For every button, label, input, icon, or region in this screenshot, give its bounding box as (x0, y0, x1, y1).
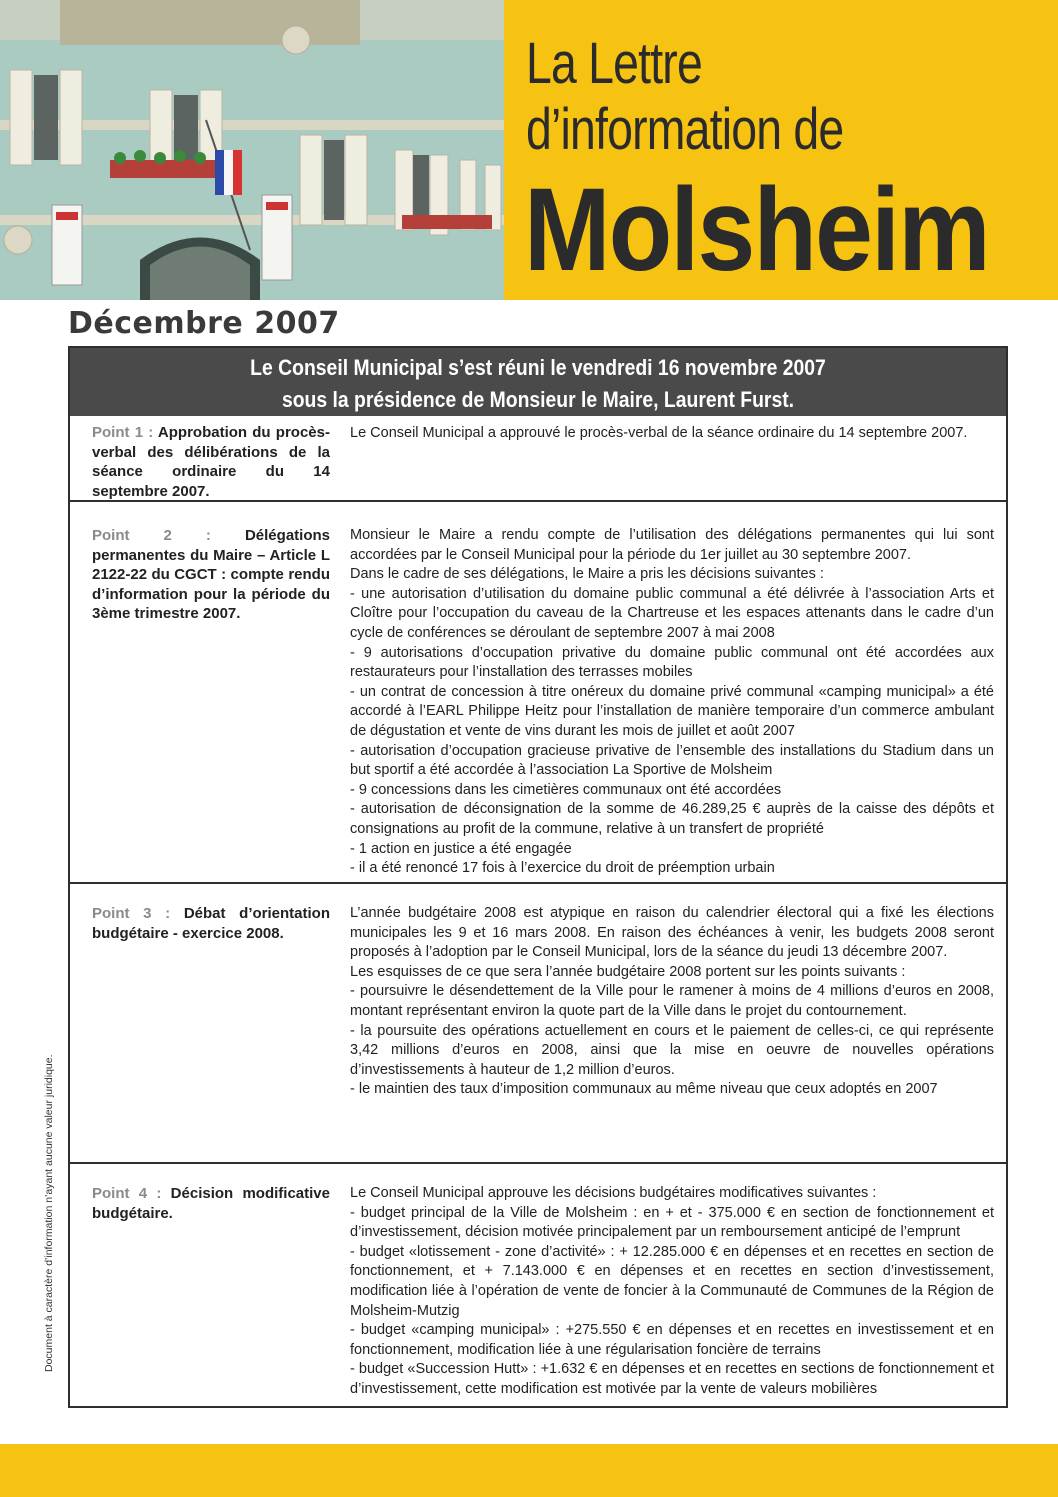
paragraph: Monsieur le Maire a rendu compte de l’utilisation des délégations permanentes qui lui sont accordées par le Conseil Municipal pour la période du 1er juillet au 30 septembre 2007. (350, 527, 994, 563)
paragraph: L’année budgétaire 2008 est atypique en raison du calendrier électoral qui a fixé les élections municipales les 9 et 16 mars 2008. En raison des échéances à venir, les budgets 2008 seront proposés à l’adoption par le Conseil Municipal, lors de la séance du jeudi 13 décembre 2007. (350, 905, 994, 961)
town-hall-photo (0, 0, 504, 300)
footer-band (0, 1444, 1058, 1497)
point-title: Délégations permanentes du Maire – Article L 2122-22 du CGCT : compte rendu d’information pour la période du 3ème trimestre 2007. (92, 527, 330, 622)
banner-line-2: sous la présidence de Monsieur le Maire, Laurent Furst. (281, 387, 795, 412)
paragraph: - 1 action en justice a été engagée (350, 840, 572, 857)
paragraph: - la poursuite des opérations actuellement en cours et le paiement de celles-ci, ce qui représente 3,42 millions d’euros en 2008, ainsi que la mise en oeuvre de nouvelles opérations d’investissements à hauteur de 1,2 million d’euros. (350, 1022, 994, 1078)
paragraph: - il a été renoncé 17 fois à l’exercice du droit de préemption urbain (350, 860, 775, 877)
point-title: Décision modificative budgétaire. (92, 1185, 330, 1222)
paragraph: - un contrat de concession à titre onéreux du domaine privé communal «camping municipal» a été accordé à l’EARL Philippe Heitz pour l’installation de manière temporaire d’un commerce ambulant de dégustation et vente de vins durant les mois de juillet et août 2007 (350, 683, 994, 739)
point-number: Point 4 : (92, 1185, 162, 1202)
banner-line-1: Le Conseil Municipal s’est réuni le vendredi 16 novembre 2007 (250, 355, 826, 380)
paragraph: Le Conseil Municipal a approuvé le procès-verbal de la séance ordinaire du 14 septembre 2007. (350, 425, 968, 441)
paragraph: - poursuivre le désendettement de la Ville pour le ramener à moins de 4 millions d’euros en 2008, montant représentant environ la quote part de la Ville dans le projet du contournement. (350, 983, 994, 1019)
title-line-1: La Lettre (526, 31, 702, 96)
table-row (70, 884, 1006, 1164)
legal-side-note: Document à caractère d’information n’ayant aucune valeur juridique. (43, 1054, 55, 1372)
point-title: Approbation du procès-verbal des délibérations de la séance ordinaire du 14 septembre 2007. (92, 424, 330, 500)
point-text (350, 424, 994, 444)
issue-date: Décembre 2007 (68, 306, 340, 341)
title-line-2: d’information de (526, 97, 844, 162)
paragraph: - autorisation d’occupation gracieuse privative de l’ensemble des installations du Stadium dans un but sportif a été accordée à l’association La Sportive de Molsheim (350, 742, 994, 779)
point-text (350, 1184, 994, 1400)
table-row (70, 502, 1006, 884)
title-line-3: Molsheim (524, 164, 989, 296)
point-title: Débat d’orientation budgétaire - exercice 2008. (92, 905, 331, 942)
council-banner (70, 348, 1006, 416)
point-label (92, 904, 330, 943)
point-text (350, 904, 994, 1100)
town-hall-illustration (0, 0, 504, 300)
council-table (68, 346, 1008, 1408)
point-number: Point 2 : (92, 527, 211, 544)
table-row (70, 1164, 1006, 1406)
paragraph: - une autorisation d’utilisation du domaine public communal a été délivrée à l’association Arts et Cloître pour l’occupation du caveau de la Chartreuse et les espaces attenants dans le cadre d’un cycle de conférences se déroulant de septembre 2007 à mai 2008 (350, 585, 994, 641)
point-label (92, 526, 330, 624)
paragraph: - budget «camping municipal» : +275.550 € en dépenses et en recettes en investissement et en fonctionnement, modification liée à une régularisation foncière de terrains (350, 1322, 994, 1358)
paragraph: - budget principal de la Ville de Molsheim : en + et - 375.000 € en section de fonctionnement et d’investissement, décision motivée principalement par un remboursement anticipé de l’emprunt (350, 1204, 994, 1241)
point-label (92, 1184, 330, 1223)
paragraph: Les esquisses de ce que sera l’année budgétaire 2008 portent sur les points suivants : (350, 963, 906, 980)
point-number: Point 3 : (92, 905, 171, 922)
paragraph: - budget «Succession Hutt» : +1.632 € en dépenses et en recettes en sections de fonctionnement et d’investissement, cette modification est motivée par la vente de valeurs mobilières (350, 1361, 994, 1397)
paragraph: - 9 autorisations d’occupation privative du domaine public communal ont été accordées aux restaurateurs pour l’installation des terrasses mobiles (350, 644, 994, 681)
paragraph: - budget «lotissement - zone d’activité» : + 12.285.000 € en dépenses et en recettes en section de fonctionnement, et + 7.143.000 € en dépenses et en recettes en section d’investissement, modification liée à l’opération de vente de foncier à la Communauté de Communes de la Région de Molsheim-Mutzig (350, 1243, 994, 1319)
table-row (70, 416, 1006, 502)
point-text (350, 526, 994, 879)
point-label (92, 423, 330, 501)
paragraph: - autorisation de déconsignation de la somme de 46.289,25 € auprès de la caisse des dépôts et consignations au profit de la commune, relative à un transfert de propriété (350, 801, 994, 837)
paragraph: Le Conseil Municipal approuve les décisions budgétaires modificatives suivantes : (350, 1185, 877, 1201)
paragraph: - le maintien des taux d’imposition communaux au même niveau que ceux adoptés en 2007 (350, 1081, 938, 1098)
paragraph: Dans le cadre de ses délégations, le Maire a pris les décisions suivantes : (350, 566, 824, 583)
paragraph: - 9 concessions dans les cimetières communaux ont été accordées (350, 781, 782, 798)
point-number: Point 1 : (92, 424, 154, 441)
